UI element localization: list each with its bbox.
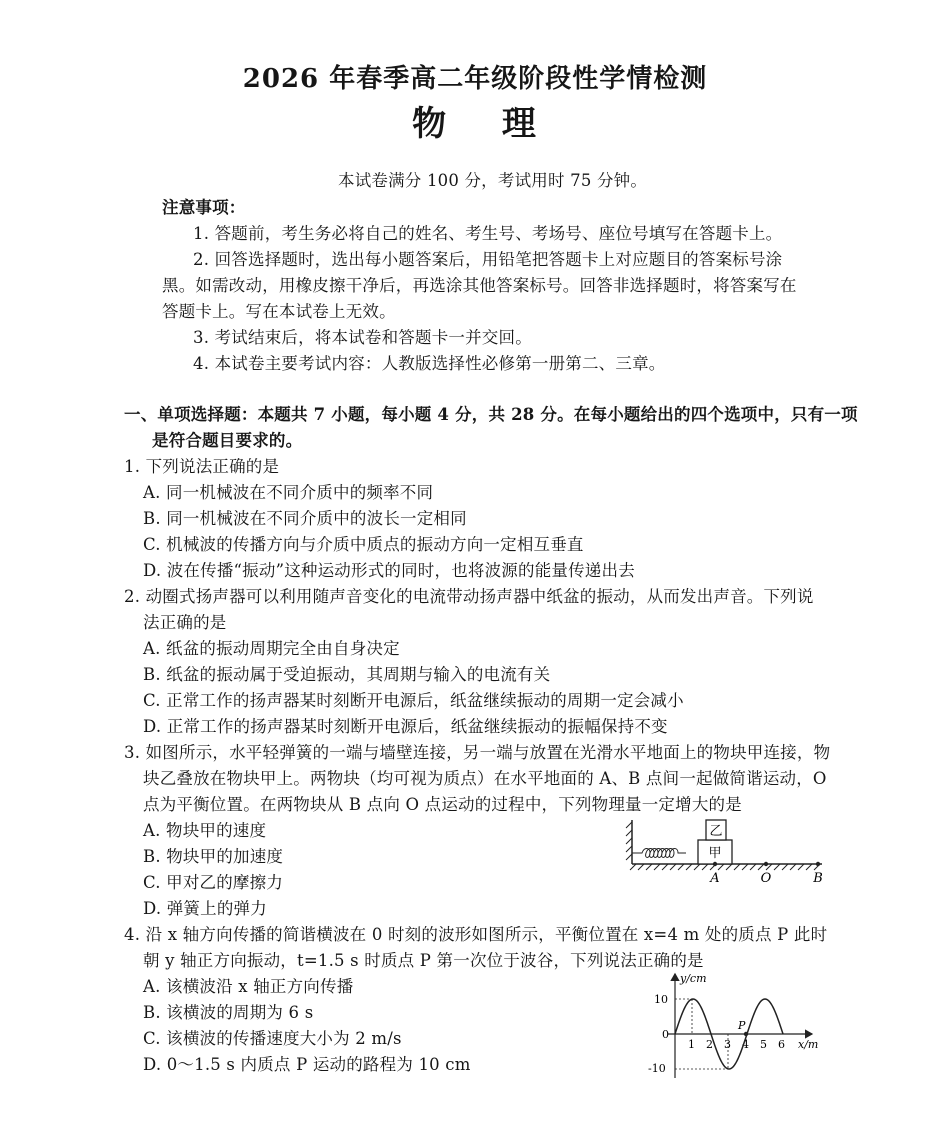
question-4-option-b: B. 该横波的周期为 6 s [143, 1003, 314, 1022]
block-yi-label: 乙 [709, 824, 723, 839]
notice-line: 2. 回答选择题时，选出每小题答案后，用铅笔把答题卡上对应题目的答案标号涂 [193, 250, 783, 269]
question-1-option-c: C. 机械波的传播方向与介质中质点的振动方向一定相互垂直 [143, 535, 584, 554]
question-3-option-d: D. 弹簧上的弹力 [143, 899, 267, 918]
question-3-stem: 3. 如图所示，水平轻弹簧的一端与墙壁连接，另一端与放置在光滑水平地面上的物块甲连接，物 [124, 743, 831, 762]
section-heading: 一、单项选择题：本题共 7 小题，每小题 4 分，共 28 分。在每小题给出的四个选项中，只有一项 [124, 405, 858, 424]
point-b-label: B [813, 871, 823, 886]
question-4-option-a: A. 该横波沿 x 轴正方向传播 [143, 977, 354, 996]
question-4-stem: 朝 y 轴正方向振动，t=1.5 s 时质点 P 第一次位于波谷，下列说法正确的是 [143, 951, 704, 970]
wave-figure [640, 966, 830, 1086]
notice-line: 答题卡上。写在本试卷上无效。 [162, 302, 396, 321]
point-b-dot [816, 862, 820, 866]
x-tick-5: 5 [760, 1038, 767, 1051]
question-2-stem: 法正确的是 [143, 613, 227, 632]
question-1-stem: 1. 下列说法正确的是 [124, 457, 280, 476]
question-4-option-c: C. 该横波的传播速度大小为 2 m/s [143, 1029, 402, 1048]
exam-title: 2026 年春季高二年级阶段性学情检测 [242, 64, 708, 94]
ground-hatching [630, 864, 820, 870]
question-4-option-d: D. 0～1.5 s 内质点 P 运动的路程为 10 cm [143, 1055, 471, 1074]
score-time-note: 本试卷满分 100 分，考试用时 75 分钟。 [338, 171, 648, 190]
y-axis-label: y/cm [680, 972, 707, 985]
question-4-stem: 4. 沿 x 轴方向传播的简谐横波在 0 时刻的波形如图所示，平衡位置在 x=4 m 处的质点 P 此时 [124, 925, 828, 944]
question-3-option-b: B. 物块甲的加速度 [143, 847, 284, 866]
question-3-stem: 点为平衡位置。在两物块从 B 点向 O 点运动的过程中，下列物理量一定增大的是 [143, 795, 742, 814]
question-3-stem: 块乙叠放在物块甲上。两物块（均可视为质点）在水平地面的 A、B 点间一起做简谐运动，O [143, 769, 827, 788]
point-a-label: A [710, 871, 720, 886]
question-1-option-d: D. 波在传播“振动”这种运动形式的同时，也将波源的能量传递出去 [143, 561, 635, 580]
question-3-option-a: A. 物块甲的速度 [143, 821, 267, 840]
point-o-label: O [760, 871, 772, 886]
notice-heading: 注意事项： [162, 198, 246, 217]
x-tick-6: 6 [778, 1038, 785, 1051]
point-p-label: P [738, 1019, 746, 1032]
y-tick-neg10: -10 [648, 1062, 666, 1075]
notice-line: 1. 答题前，考生务必将自己的姓名、考生号、考场号、座位号填写在答题卡上。 [193, 224, 783, 243]
question-3-option-c: C. 甲对乙的摩擦力 [143, 873, 284, 892]
question-2-option-a: A. 纸盆的振动周期完全由自身决定 [143, 639, 400, 658]
x-tick-4: 4 [742, 1038, 749, 1051]
x-axis-label: x/m [798, 1038, 819, 1051]
wall-hatching [626, 822, 632, 860]
spring-coil [632, 849, 686, 858]
x-tick-1: 1 [688, 1038, 695, 1051]
y-tick-10: 10 [654, 993, 668, 1006]
question-2-option-d: D. 正常工作的扬声器某时刻断开电源后，纸盆继续振动的振幅保持不变 [143, 717, 668, 736]
point-p-dot [744, 1032, 748, 1036]
question-2-stem: 2. 动圈式扬声器可以利用随声音变化的电流带动扬声器中纸盆的振动，从而发出声音。下列说 [124, 587, 814, 606]
notice-line: 黑。如需改动，用橡皮擦干净后，再选涂其他答案标号。回答非选择题时，将答案写在 [162, 276, 797, 295]
section-heading: 是符合题目要求的。 [152, 431, 303, 450]
subject-title: 物 理 [412, 104, 538, 144]
question-2-option-c: C. 正常工作的扬声器某时刻断开电源后，纸盆继续振动的周期一定会减小 [143, 691, 684, 710]
point-a-dot [713, 862, 717, 866]
x-tick-2: 2 [706, 1038, 713, 1051]
notice-line: 3. 考试结束后，将本试卷和答题卡一并交回。 [193, 328, 532, 347]
spring-block-figure [620, 812, 830, 887]
question-1-option-b: B. 同一机械波在不同介质中的波长一定相同 [143, 509, 467, 528]
x-tick-3: 3 [724, 1038, 731, 1051]
question-2-option-b: B. 纸盆的振动属于受迫振动，其周期与输入的电流有关 [143, 665, 551, 684]
question-1-option-a: A. 同一机械波在不同介质中的频率不同 [143, 483, 434, 502]
y-tick-0: 0 [662, 1028, 669, 1041]
block-jia-label: 甲 [708, 846, 722, 861]
point-o-dot [764, 862, 768, 866]
notice-line: 4. 本试卷主要考试内容：人教版选择性必修第一册第二、三章。 [193, 354, 666, 373]
